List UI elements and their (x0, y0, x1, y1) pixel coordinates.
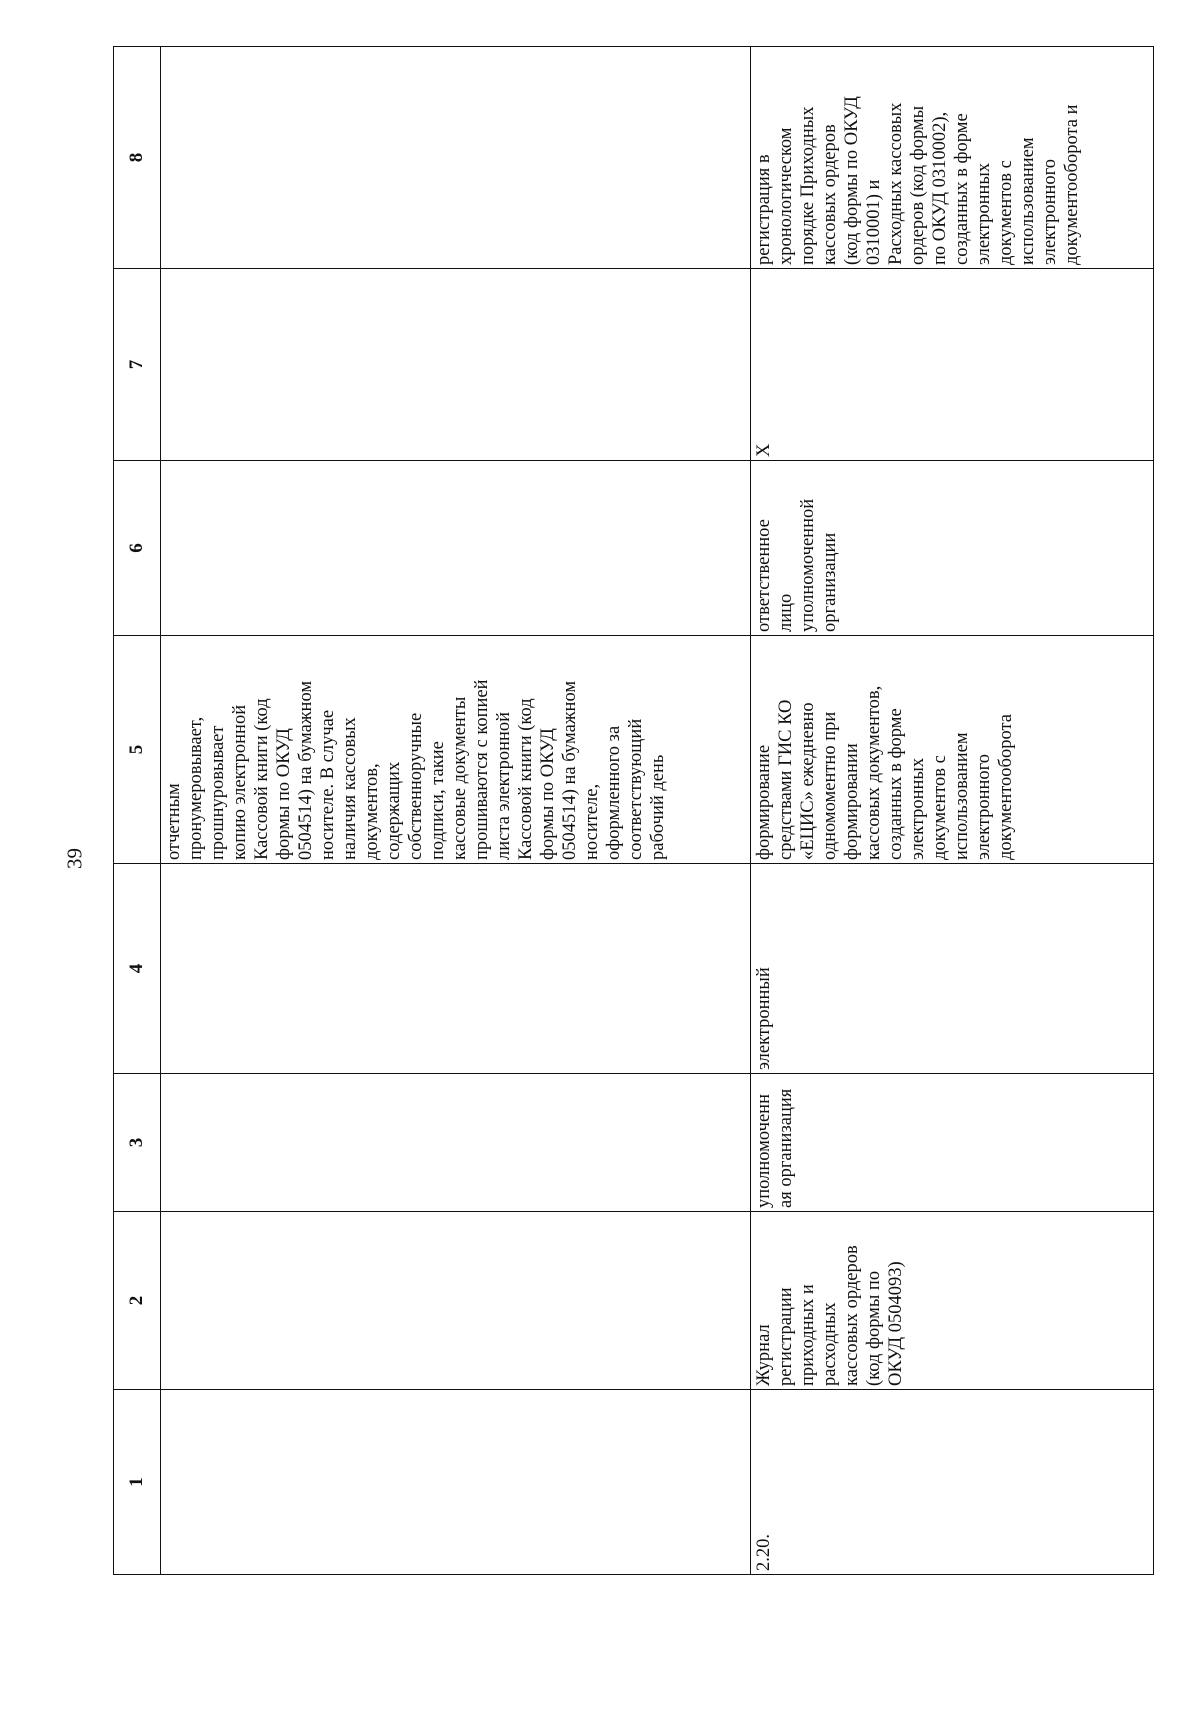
column-header: 4 (114, 864, 161, 1074)
table-cell: отчетным пронумеровывает, прошнуровывает копию электронной Кассовой книги (код формы по ОКУД 0504514) на бумажном носителе. В случае наличия кассовых документов, содержащих собственноручные подписи, такие кассовые документы прошиваются с копией листа электронной Кассовой книги (код формы по ОКУД 0504514) на бумажном носителе, оформленного за соответствующий рабочий день (161, 636, 751, 864)
table-cell: формирование средствами ГИС КО «ЕЦИС» ежедневно одномоментно при формировании кассовых документов, созданных в форме электронных документов с использованием электронного документооборота (751, 636, 1154, 864)
table-cell (161, 1390, 751, 1575)
table-cell (161, 269, 751, 461)
table-row (161, 47, 751, 1575)
column-header: 7 (114, 269, 161, 461)
column-header: 2 (114, 1212, 161, 1390)
page-number: 39 (62, 848, 87, 869)
table-cell: 2.20. (751, 1390, 1154, 1575)
table-row (751, 47, 1154, 1575)
table-cell (161, 1074, 751, 1212)
column-header: 6 (114, 461, 161, 636)
table-cell: X (751, 269, 1154, 461)
document-table (113, 47, 1140, 1575)
table-cell: электронный (751, 864, 1154, 1074)
column-header: 5 (114, 636, 161, 864)
table-cell (161, 864, 751, 1074)
table-cell (161, 1212, 751, 1390)
rotated-table-content (113, 47, 1140, 1575)
table-cell: Журнал регистрации приходных и расходных кассовых ордеров (код формы по ОКУД 0504093) (751, 1212, 1154, 1390)
table-cell: уполномоченн ая организация (751, 1074, 1154, 1212)
table-cell: ответственное лицо уполномоченной организации (751, 461, 1154, 636)
column-header: 8 (114, 47, 161, 269)
register-table (113, 46, 1154, 1575)
column-header: 1 (114, 1390, 161, 1575)
table-cell (161, 461, 751, 636)
table-cell: регистрация в хронологическом порядке Приходных кассовых ордеров (код формы по ОКУД 0310001) и Расходных кассовых ордеров (код формы по ОКУД 0310002), созданных в форме электронных документов с использованием электронного документооборота и (751, 47, 1154, 269)
column-header: 3 (114, 1074, 161, 1212)
table-header-row (114, 47, 161, 1575)
table-cell (161, 47, 751, 269)
